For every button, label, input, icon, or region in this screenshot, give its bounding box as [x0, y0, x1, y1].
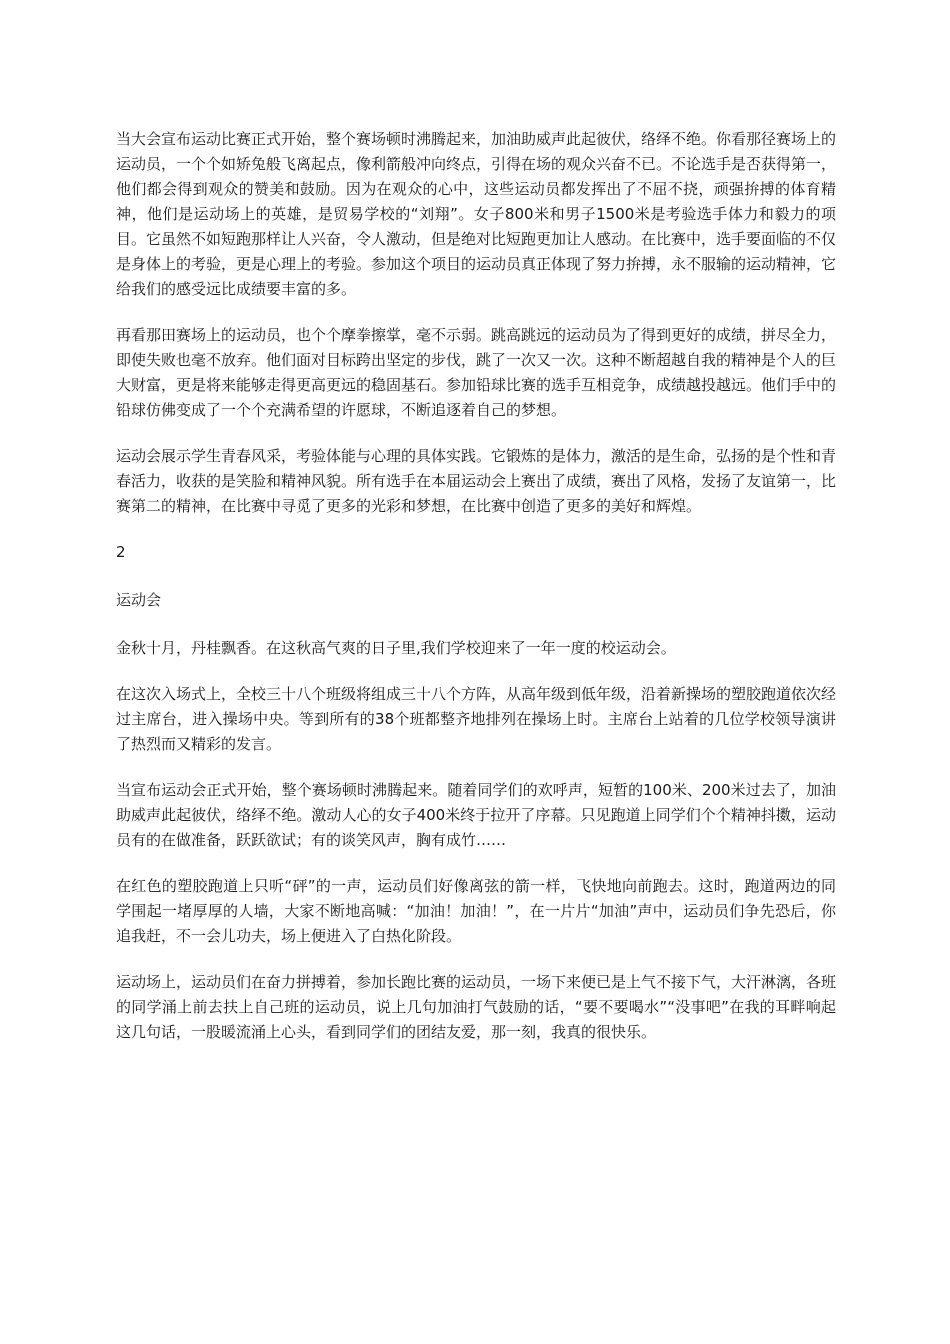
- paragraph-8: 运动场上，运动员们在奋力拼搏着，参加长跑比赛的运动员，一场下来便已是上气不接下气，大汗淋漓，各班的同学涌上前去扶上自己班的运动员，说上几句加油打气鼓励的话，“要不要喝水”“没事吧”在我的耳畔响起这几句话，一股暖流涌上心头，看到同学们的团结友爱，那一刻，我真的很快乐。: [116, 973, 837, 1041]
- section-number: 2: [116, 543, 126, 561]
- section-title: 运动会: [116, 591, 162, 609]
- paragraph-5: 在这次入场式上，全校三十八个班级将组成三十八个方阵，从高年级到低年级，沿着新操场的塑胶跑道依次经过主席台，进入操场中央。等到所有的38个班都整齐地排列在操场上时。主席台上站着的几位学校领导演讲了热烈而又精彩的发言。: [116, 685, 837, 753]
- paragraph-2: 再看那田赛场上的运动员，也个个摩拳擦掌，毫不示弱。跳高跳远的运动员为了得到更好的成绩，拼尽全力，即使失败也毫不放弃。他们面对目标跨出坚定的步伐，跳了一次又一次。这种不断超越自我的精神是个人的巨大财富，更是将来能够走得更高更远的稳固基石。参加铅球比赛的选手互相竞争，成绩越投越远。他们手中的铅球仿佛变成了一个个充满希望的许愿球，不断追逐着自己的梦想。: [116, 326, 837, 419]
- paragraph-7: 在红色的塑胶跑道上只听“砰”的一声，运动员们好像离弦的箭一样，飞快地向前跑去。这时，跑道两边的同学围起一堵厚厚的人墙，大家不断地高喊：“加油！加油！”，在一片片“加油”声中，运动员们争先恐后，你追我赶，不一会儿功夫，场上便进入了白热化阶段。: [116, 877, 836, 945]
- document-page: [116, 127, 836, 1066]
- paragraph-6: 当宣布运动会正式开始，整个赛场顿时沸腾起来。随着同学们的欢呼声，短暂的100米、200米过去了，加油助威声此起彼伏，络绎不绝。激动人心的女子400米终于拉开了序幕。只见跑道上同学们个个精神抖擞，运动员有的在做准备，跃跃欲试；有的谈笑风声，胸有成竹……: [116, 781, 836, 849]
- paragraph-4: 金秋十月，丹桂飘香。在这秋高气爽的日子里,我们学校迎来了一年一度的校运动会。: [116, 639, 676, 657]
- paragraph-1: 当大会宣布运动比赛正式开始，整个赛场顿时沸腾起来，加油助威声此起彼伏，络绎不绝。你看那径赛场上的运动员，一个个如矫兔般飞离起点，像利箭般冲向终点，引得在场的观众兴奋不已。不论选手是否获得第一，他们都会得到观众的赞美和鼓励。因为在观众的心中，这些运动员都发挥出了不屈不挠，顽强拚搏的体育精神，他们是运动场上的英雄，是贸易学校的“刘翔”。女子800米和男子1500米是考验选手体力和毅力的项目。它虽然不如短跑那样让人兴奋，令人激动，但是绝对比短跑更加让人感动。在比赛中，选手要面临的不仅是身体上的考验，更是心理上的考验。参加这个项目的运动员真正体现了努力拚搏，永不服输的运动精神，它给我们的感受远比成绩要丰富的多。: [116, 130, 837, 298]
- paragraph-3: 运动会展示学生青春风采，考验体能与心理的具体实践。它锻炼的是体力，激活的是生命，弘扬的是个性和青春活力，收获的是笑脸和精神风貌。所有选手在本届运动会上赛出了成绩，赛出了风格，发扬了友谊第一，比赛第二的精神，在比赛中寻觅了更多的光彩和梦想，在比赛中创造了更多的美好和辉煌。: [116, 447, 837, 515]
